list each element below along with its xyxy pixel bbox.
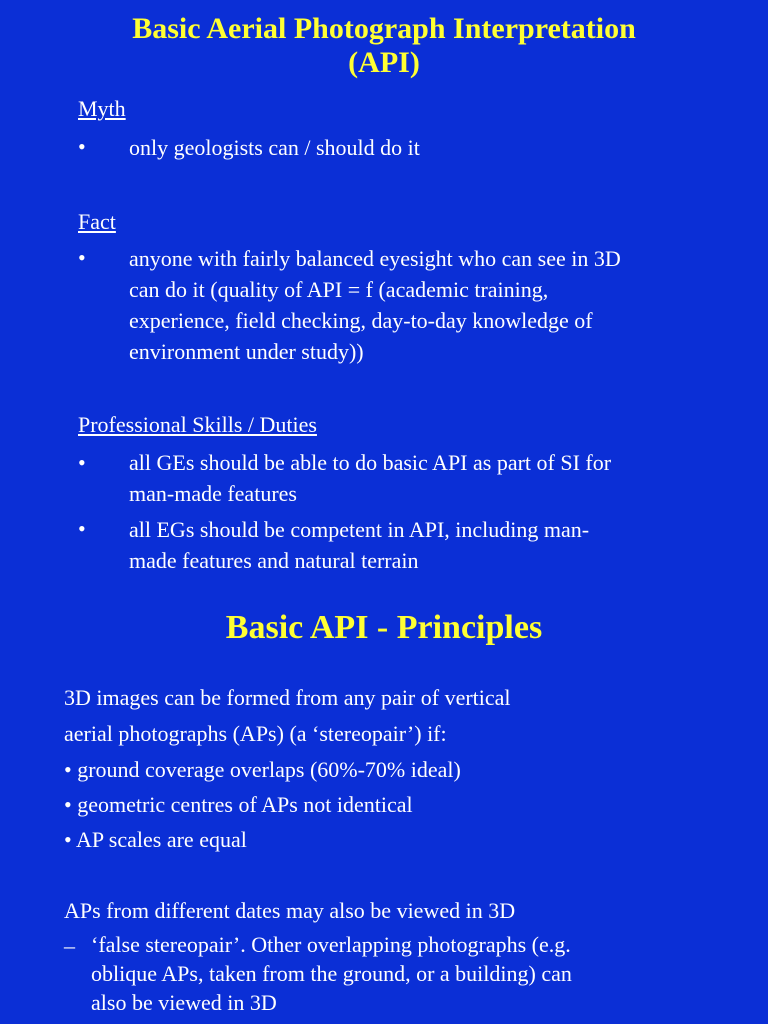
dash-line: also be viewed in 3D bbox=[91, 990, 277, 1015]
dash-line: oblique APs, taken from the ground, or a building) can bbox=[91, 961, 572, 986]
intro-line: 3D images can be formed from any pair of vertical bbox=[64, 685, 511, 710]
intro-line: aerial photographs (APs) (a ‘stereopair’) if: bbox=[64, 721, 447, 746]
myth-bullet: only geologists can / should do it bbox=[129, 135, 420, 160]
condition-text: geometric centres of APs not identical bbox=[77, 792, 413, 817]
condition-item: • AP scales are equal bbox=[64, 827, 247, 852]
slide-title bbox=[0, 12, 768, 80]
bullet-dot: • bbox=[78, 450, 86, 475]
slide-title-line2: (API) bbox=[348, 46, 420, 79]
fact-line: environment under study)) bbox=[129, 339, 364, 364]
skills-bullet-2 bbox=[129, 514, 589, 576]
dash-line: ‘false stereopair’. Other overlapping photographs (e.g. bbox=[91, 932, 571, 957]
skills-line: made features and natural terrain bbox=[129, 548, 419, 573]
condition-item: • geometric centres of APs not identical bbox=[64, 792, 413, 817]
fact-heading: Fact bbox=[78, 209, 116, 234]
skills-bullet-1 bbox=[129, 447, 611, 509]
condition-text: ground coverage overlaps (60%-70% ideal) bbox=[77, 757, 461, 782]
dash-marker: – bbox=[64, 933, 75, 958]
principles-intro bbox=[64, 680, 511, 752]
fact-bullet bbox=[129, 243, 621, 367]
skills-line: all EGs should be competent in API, including man- bbox=[129, 517, 590, 542]
fact-line: experience, field checking, day-to-day knowledge of bbox=[129, 308, 593, 333]
fact-line: can do it (quality of API = f (academic training, bbox=[129, 277, 549, 302]
bullet-dot: • bbox=[78, 516, 86, 541]
myth-heading: Myth bbox=[78, 96, 126, 121]
skills-line: man-made features bbox=[129, 481, 297, 506]
dash-item bbox=[91, 930, 572, 1017]
skills-line: all GEs should be able to do basic API as part of SI for bbox=[129, 450, 612, 475]
bullet-dot: • bbox=[78, 245, 86, 270]
slide-title-line1: Basic Aerial Photograph Interpretation bbox=[132, 12, 636, 45]
dates-note: APs from different dates may also be viewed in 3D bbox=[64, 898, 516, 923]
principles-title: Basic API - Principles bbox=[225, 609, 543, 646]
skills-heading: Professional Skills / Duties bbox=[78, 412, 317, 437]
condition-item: • ground coverage overlaps (60%-70% ideal) bbox=[64, 757, 461, 782]
condition-text: AP scales are equal bbox=[76, 827, 247, 852]
bullet-dot: • bbox=[78, 134, 86, 159]
fact-line: anyone with fairly balanced eyesight who can see in 3D bbox=[129, 246, 621, 271]
